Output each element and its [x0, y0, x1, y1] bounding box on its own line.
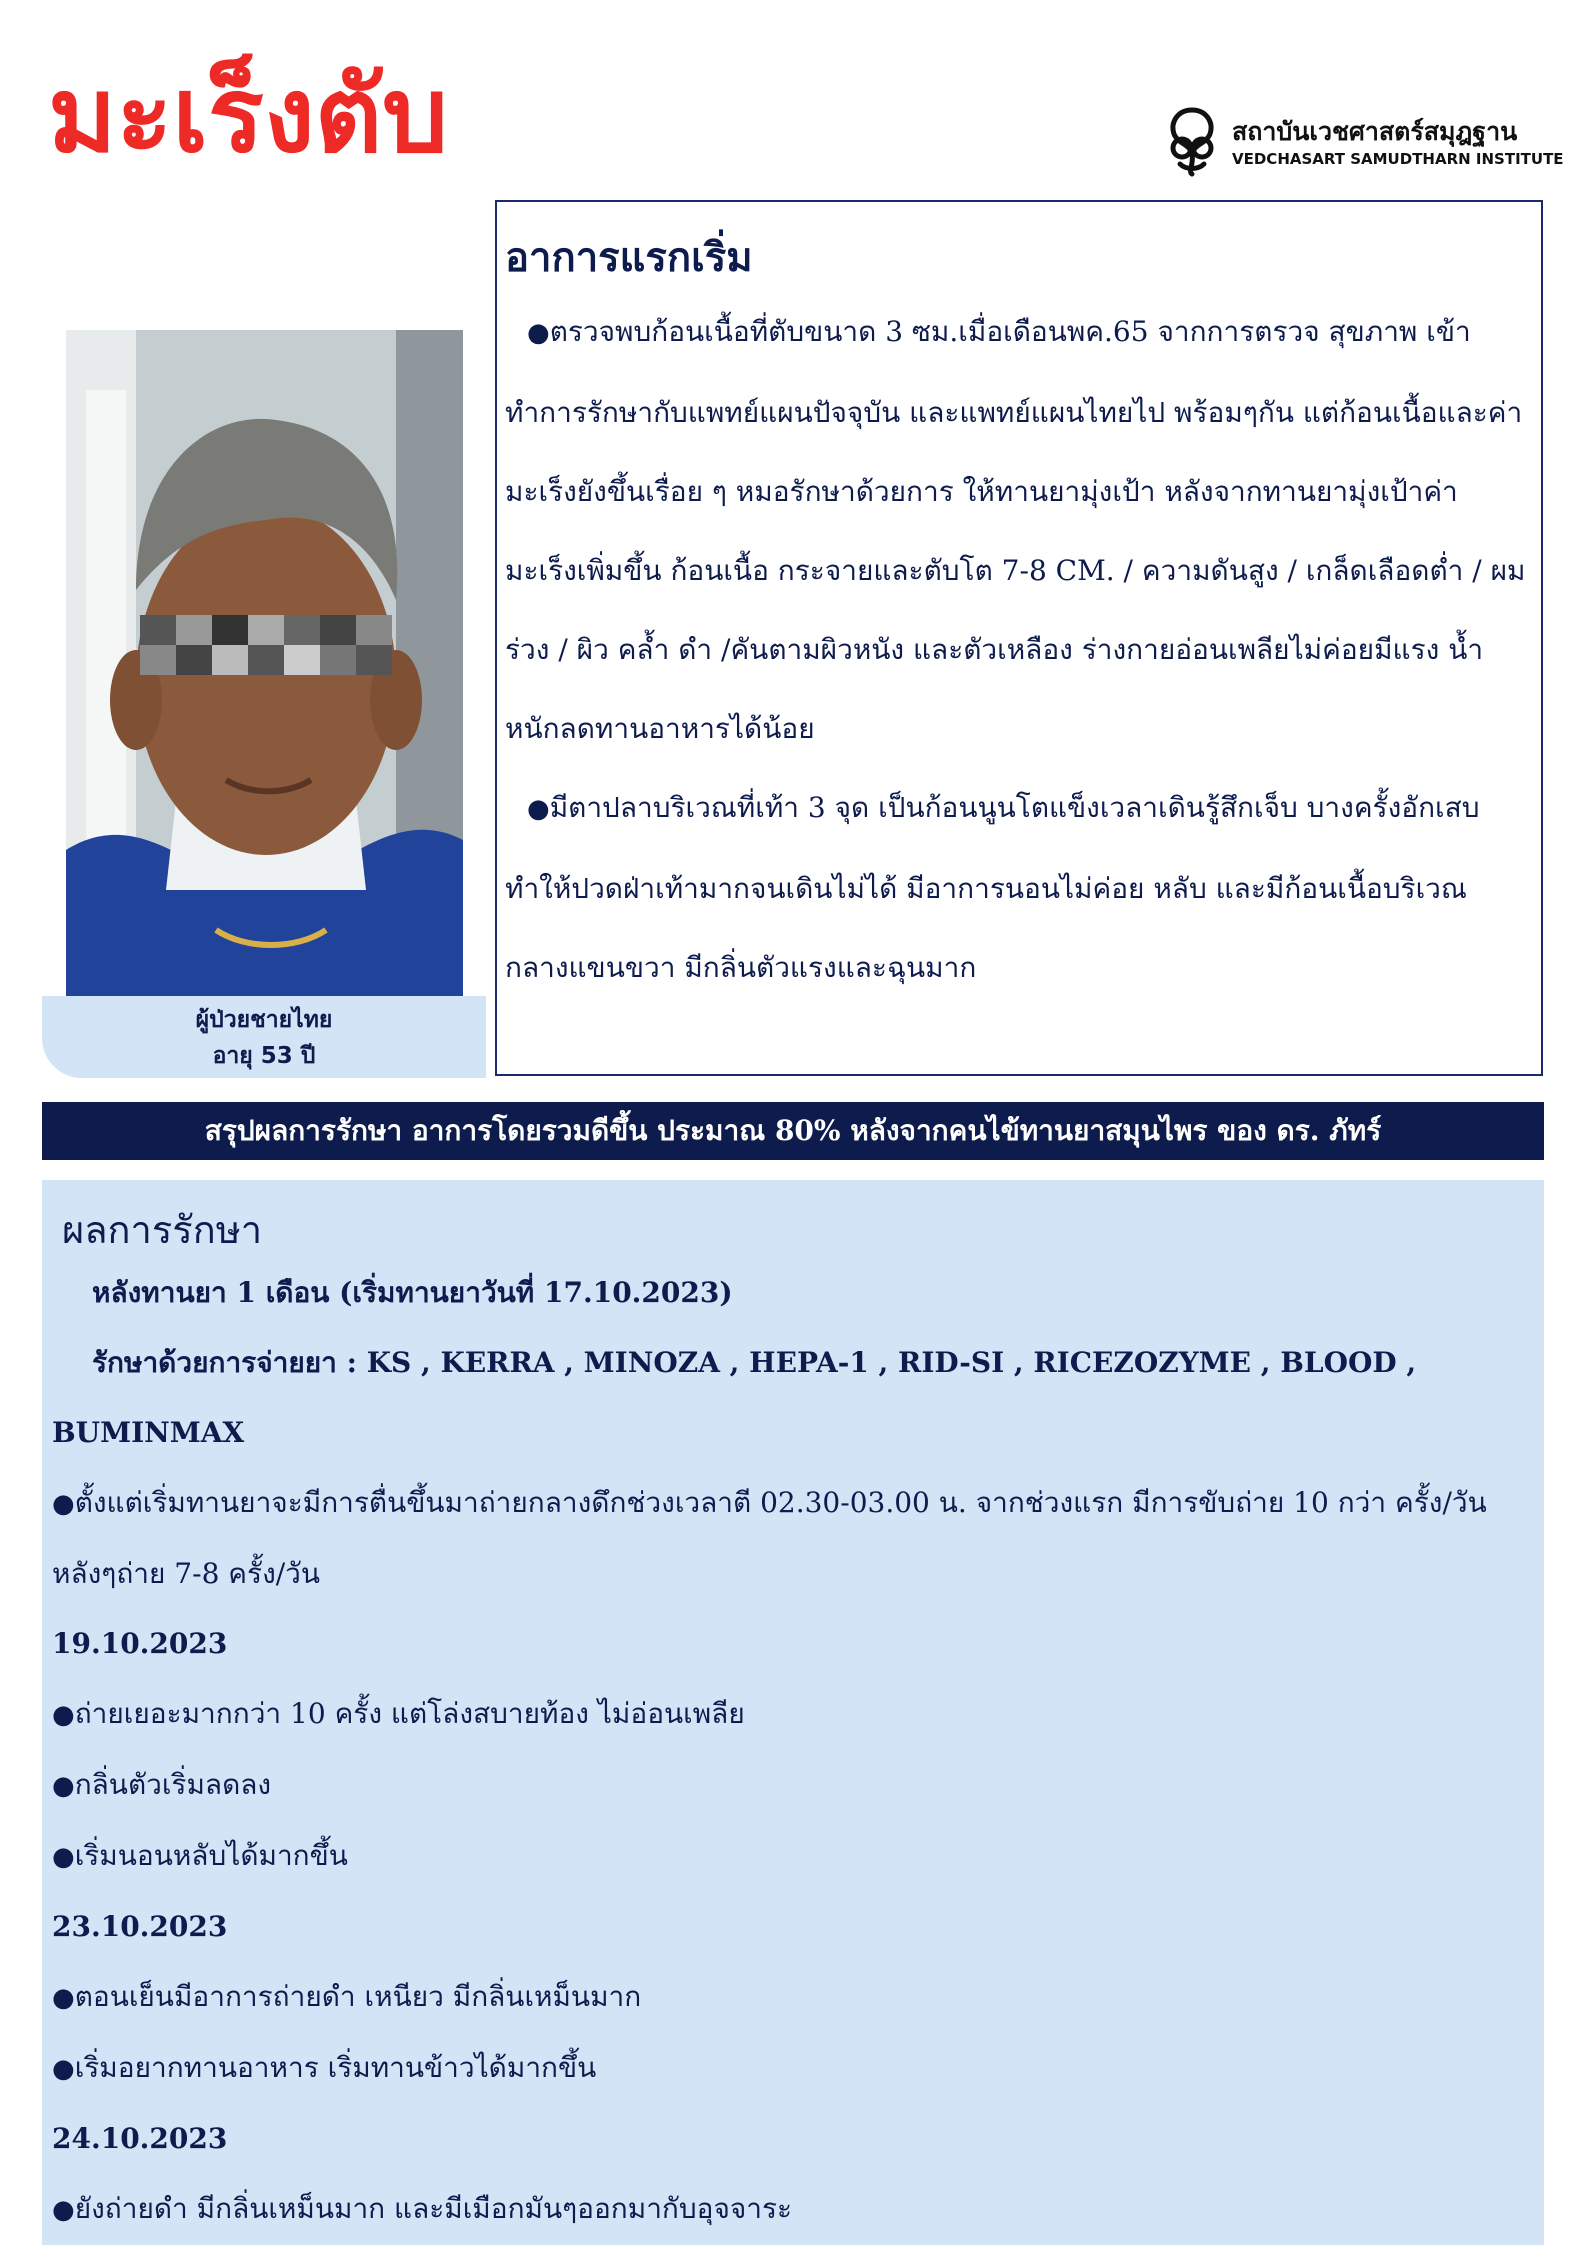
bullet-icon: ●	[52, 2054, 75, 2084]
list-item	[52, 1750, 1534, 1821]
results-medication-list-cont: BUMINMAX	[52, 1416, 245, 1449]
treatment-results-panel	[42, 1180, 1544, 2245]
bullet-icon: ●	[52, 1489, 75, 1519]
bullet-icon: ●	[527, 794, 550, 824]
symptom-text-2: มีตาปลาบริเวณที่เท้า 3 จุด เป็นก้อนนูนโตแข็งเวลาเดินรู้สึกเจ็บ บางครั้งอักเสบทำให้ปวดฝ่าเท้ามากจนเดินไม่ได้ มีอาการนอนไม่ค่อย หลับ และมีก้อนเนื้อบริเวณกลางแขนขวา มีกลิ่นตัวแรงและฉุนมาก	[505, 791, 1480, 984]
results-intro-text: ตั้งแต่เริ่มทานยาจะมีการตื่นขึ้นมาถ่ายกลางดึกช่วงเวลาตี 02.30-03.00 น. จากช่วงแรก มีการขับถ่าย 10 กว่า ครั้ง/วัน หลังๆถ่าย 7-8 ครั้ง/วัน	[52, 1486, 1487, 1590]
results-medication-list: รักษาด้วยการจ่ายยา : KS , KERRA , MINOZA , HEPA-1 , RID-SI , RICEZOZYME , BLOOD ,	[92, 1346, 1417, 1379]
patient-age: อายุ 53 ปี	[212, 1043, 316, 1069]
list-item	[52, 1962, 1534, 2033]
results-intro-item	[52, 1468, 1534, 1609]
list-item-text: เริ่มนอนหลับได้มากขึ้น	[74, 1839, 348, 1872]
bullet-icon: ●	[52, 1700, 75, 1730]
institute-logo	[1160, 104, 1564, 184]
initial-symptoms-heading: อาการแรกเริ่ม	[505, 234, 753, 281]
bullet-icon: ●	[52, 2195, 75, 2225]
initial-symptoms-box	[495, 200, 1543, 1076]
bullet-icon: ●	[52, 1983, 75, 2013]
results-after-period: หลังทานยา 1 เดือน (เริ่มทานยาวันที่ 17.10.2023)	[92, 1276, 733, 1309]
symptom-paragraph-2	[505, 768, 1527, 1007]
logo-text-english: VEDCHASART SAMUDTHARN INSTITUTE	[1232, 150, 1564, 168]
entry-date: 24.10.2023	[52, 2122, 228, 2155]
institute-logo-icon	[1160, 104, 1224, 178]
list-item	[52, 1821, 1534, 1892]
treatment-summary-bar: สรุปผลการรักษา อาการโดยรวมดีขึ้น ประมาณ 80% หลังจากคนไข้ทานยาสมุนไพร ของ ดร. ภัทร์	[42, 1102, 1544, 1160]
results-heading: ผลการรักษา	[62, 1208, 263, 1252]
symptom-text-1: ตรวจพบก้อนเนื้อที่ตับขนาด 3 ซม.เมื่อเดือนพค.65 จากการตรวจ สุขภาพ เข้าทำการรักษากับแพทย์แผนปัจจุบัน และแพทย์แผนไทยไป พร้อมๆกัน แต่ก้อนเนื้อและค่ามะเร็งยังขึ้นเรื่อย ๆ หมอรักษาด้วยการ ให้ทานยามุ่งเป้า หลังจากทานยามุ่งเป้าค่ามะเร็งเพิ่มขึ้น ก้อนเนื้อ กระจายและตับโต 7-8 CM. / ความดันสูง / เกล็ดเลือดต่ำ / ผมร่วง / ผิว คล้ำ ดำ /คันตามผิวหนัง และตัวเหลือง ร่างกายอ่อนเพลียไม่ค่อยมีแรง น้ำหนักลดทานอาหารได้น้อย	[505, 315, 1526, 745]
bullet-icon: ●	[527, 318, 550, 348]
entry-date: 23.10.2023	[52, 1910, 228, 1943]
list-item-text: ตอนเย็นมีอาการถ่ายดำ เหนียว มีกลิ่นเหม็นมาก	[74, 1980, 642, 2013]
patient-caption	[42, 996, 486, 1078]
list-item	[52, 2174, 1534, 2245]
page-title: มะเร็งตับ	[48, 54, 449, 176]
list-item-text: กลิ่นตัวเริ่มลดลง	[74, 1768, 272, 1801]
entry-date: 19.10.2023	[52, 1627, 228, 1660]
bullet-icon: ●	[52, 1771, 75, 1801]
list-item	[52, 2033, 1534, 2104]
list-item-text: ถ่ายเยอะมากกว่า 10 ครั้ง แต่โล่งสบายท้อง ไม่อ่อนเพลีย	[74, 1697, 745, 1730]
patient-description: ผู้ป่วยชายไทย	[195, 1007, 333, 1033]
list-item-text: เริ่มอยากทานอาหาร เริ่มทานข้าวได้มากขึ้น	[74, 2051, 597, 2084]
list-item-text: ยังถ่ายดำ มีกลิ่นเหม็นมาก และมีเมือกมันๆออกมากับอุจจาระ	[74, 2192, 793, 2225]
patient-photo	[66, 330, 463, 1000]
bullet-icon: ●	[52, 1842, 75, 1872]
symptom-paragraph-1	[505, 292, 1527, 768]
patient-portrait-image	[66, 330, 463, 1000]
list-item	[52, 1679, 1534, 1750]
logo-text-thai: สถาบันเวชศาสตร์สมุฎฐาน	[1232, 117, 1518, 146]
